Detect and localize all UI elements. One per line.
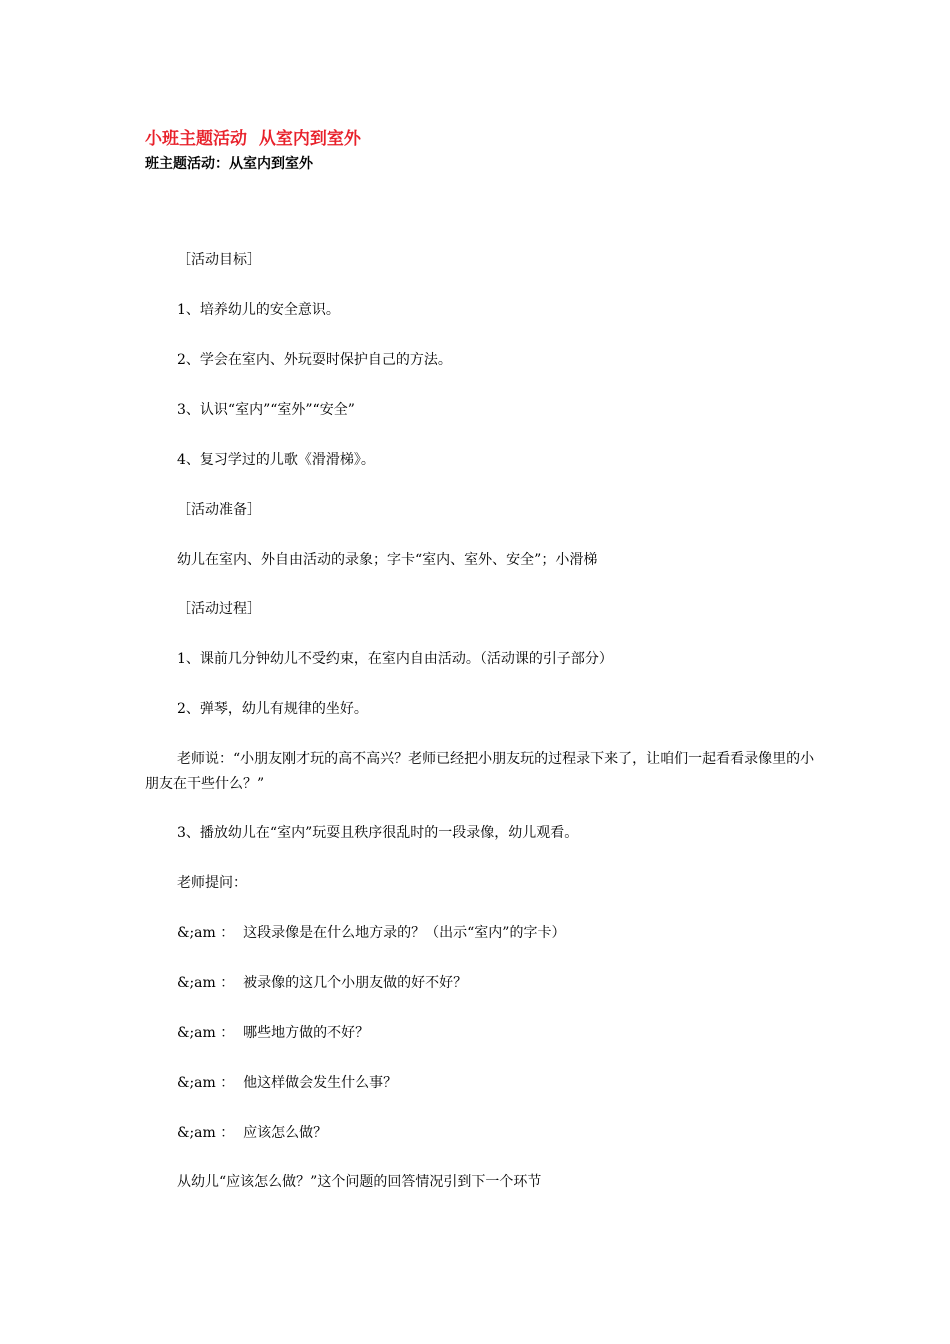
process-step-1: 1、课前几分钟幼儿不受约束，在室内自由活动。（活动课的引子部分） — [177, 651, 613, 667]
section-heading-preparation: ［活动准备］ — [177, 502, 261, 518]
transition-text: 从幼儿“应该怎么做？”这个问题的回答情况引到下一个环节 — [177, 1174, 542, 1190]
question-item-4: &;am ： 他这样做会发生什么事？ — [177, 1075, 398, 1091]
question-item-1: &;am ： 这段录像是在什么地方录的？（出示“室内”的字卡） — [177, 925, 566, 941]
goal-item-3: 3、认识“室内”“室外”“安全” — [177, 402, 355, 418]
goal-item-2: 2、学会在室内、外玩耍时保护自己的方法。 — [177, 352, 452, 368]
goal-item-1: 1、培养幼儿的安全意识。 — [177, 302, 340, 318]
section-heading-goals: ［活动目标］ — [177, 252, 261, 268]
teacher-question-intro: 老师提问： — [177, 875, 247, 891]
goal-item-4: 4、复习学过的儿歌《滑滑梯》。 — [177, 452, 375, 468]
question-item-5: &;am ： 应该怎么做？ — [177, 1125, 328, 1141]
process-step-3: 3、播放幼儿在“室内”玩耍且秩序很乱时的一段录像，幼儿观看。 — [177, 825, 579, 841]
document-title: 小班主题活动 从室内到室外 — [145, 129, 361, 149]
section-heading-process: ［活动过程］ — [177, 601, 261, 617]
teacher-speech: 老师说：“小朋友刚才玩的高不高兴？老师已经把小朋友玩的过程录下来了，让咱们一起看看录像里的小朋友在干些什么？” — [145, 751, 815, 792]
preparation-text: 幼儿在室内、外自由活动的录象；字卡“室内、室外、安全”；小滑梯 — [177, 552, 598, 568]
process-step-2: 2、弹琴，幼儿有规律的坐好。 — [177, 701, 368, 717]
question-item-3: &;am ： 哪些地方做的不好？ — [177, 1025, 370, 1041]
question-item-2: &;am ： 被录像的这几个小朋友做的好不好？ — [177, 975, 468, 991]
document-subtitle: 班主题活动：从室内到室外 — [145, 156, 313, 172]
